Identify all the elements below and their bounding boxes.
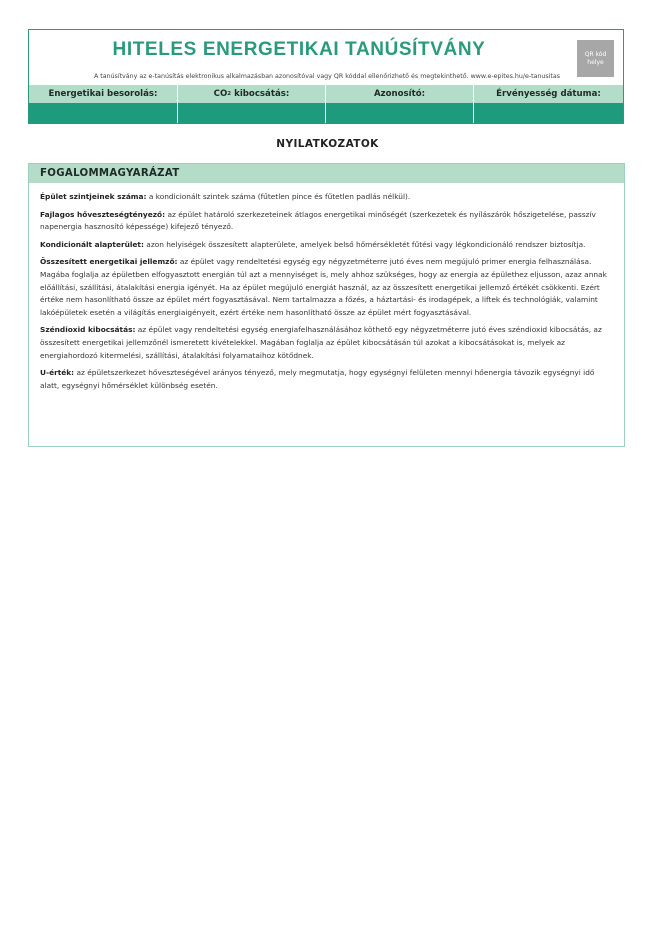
glossary-definition: azon helyiségek összesített alapterülete, amelyek belső hőmérsékletét fűtési vagy légkondicionáló rendszer biztosítja. bbox=[143, 239, 586, 249]
glossary-entry bbox=[40, 256, 613, 319]
glossary-entry bbox=[40, 239, 613, 252]
validity-value bbox=[474, 103, 623, 123]
glossary-term: Kondicionált alapterület: bbox=[40, 239, 144, 249]
co2-suffix: kibocsátás: bbox=[231, 89, 290, 99]
certificate-subtitle: A tanúsítvány az e-tanúsítás elektronikus alkalmazásban azonosítóval vagy QR kóddal ellenőrizhető és megtekinthető. www.e-epites.hu/e-tanusitas bbox=[93, 73, 561, 80]
classification-value bbox=[29, 103, 178, 123]
glossary-definition: az épületszerkezet hőveszteségével arányos tényező, mely megmutatja, hogy egységnyi felületen mennyi hőenergia távozik egységnyi idő alatt, egységnyi hőmérséklet különbség esetén. bbox=[40, 368, 595, 390]
glossary-term: Összesített energetikai jellemző: bbox=[40, 257, 178, 267]
identifier-value bbox=[326, 103, 474, 123]
qr-code-placeholder: QR kód helye bbox=[577, 40, 614, 77]
co2-prefix: CO bbox=[213, 89, 228, 99]
col-classification-label: Energetikai besorolás: bbox=[29, 85, 178, 103]
glossary-entry bbox=[40, 191, 613, 204]
col-co2-label bbox=[178, 85, 326, 103]
certificate-value-row bbox=[29, 103, 623, 123]
glossary-entry bbox=[40, 209, 613, 234]
section-title: NYILATKOZATOK bbox=[276, 138, 379, 150]
col-validity-label: Érvényesség dátuma: bbox=[496, 89, 601, 99]
glossary-definition: az épület határoló szerkezeteinek átlagos energetikai minőségét (szerkezetek és nyílászárók hőszigetelése, passzív napenergia hasznosító képessége) kifejező tényező. bbox=[40, 209, 596, 232]
glossary-box bbox=[28, 163, 625, 447]
glossary-definition: az épület vagy rendeltetési egység energiafelhasználásához köthető egy négyzetméterre jutó éves széndioxid kibocsátás, az összesített energetikai jellemzőnél ismeretett kivételekkel. Magában foglalja az épület kibocsátásán túl azokat a kibocsátásokat is, melyek az energiahordozó kitermelési, szállítási, átalakítási folyamataihoz kötődnek. bbox=[40, 325, 602, 360]
glossary-definition: a kondicionált szintek száma (fűtetlen pince és fűtetlen padlás nélkül). bbox=[146, 192, 411, 201]
certificate-header bbox=[28, 29, 624, 124]
certificate-header-row bbox=[29, 85, 623, 103]
glossary-entry bbox=[40, 324, 613, 362]
glossary-title: FOGALOMMAGYARÁZAT bbox=[29, 164, 624, 183]
glossary-body bbox=[29, 183, 624, 392]
certificate-title: HITELES ENERGETIKAI TANÚSÍTVÁNY bbox=[112, 39, 486, 60]
glossary-term: Fajlagos hőveszteségtényező: bbox=[40, 209, 166, 219]
col-identifier-label: Azonosító: bbox=[326, 85, 474, 103]
co2-value bbox=[178, 103, 326, 123]
glossary-definition: az épület vagy rendeltetési egység egy négyzetméterre jutó éves nem megújuló primer energia felhasználása. Magába foglalja az épületben elfogyasztott energián túl azt a mennyiséget is, mely ahhoz szükséges, hogy az energia az épülethez eljusson, azaz annak előállítási, szállítási, átalakítási energia igényét. Ha az épület megújuló energiát használ, az az összesített energetikai jellemző értékét csökkenti. Ezért értéke nem hasonlítható össze az épület mért fogyasztásával. Nem tartalmazza a főzés, a háztartási- és irodagépek, a liftek és technológiák, valamint lakóépületek esetén a világítás energiaigényeit, ezért értéke nem hasonlítható össze az épület mért fogyasztásával. bbox=[40, 257, 607, 317]
glossary-entry bbox=[40, 367, 613, 392]
co2-subscript: 2 bbox=[227, 91, 232, 97]
glossary-term: U-érték: bbox=[40, 368, 75, 378]
glossary-term: Széndioxid kibocsátás: bbox=[40, 325, 136, 335]
glossary-term: Épület szintjeinek száma: bbox=[40, 192, 147, 201]
